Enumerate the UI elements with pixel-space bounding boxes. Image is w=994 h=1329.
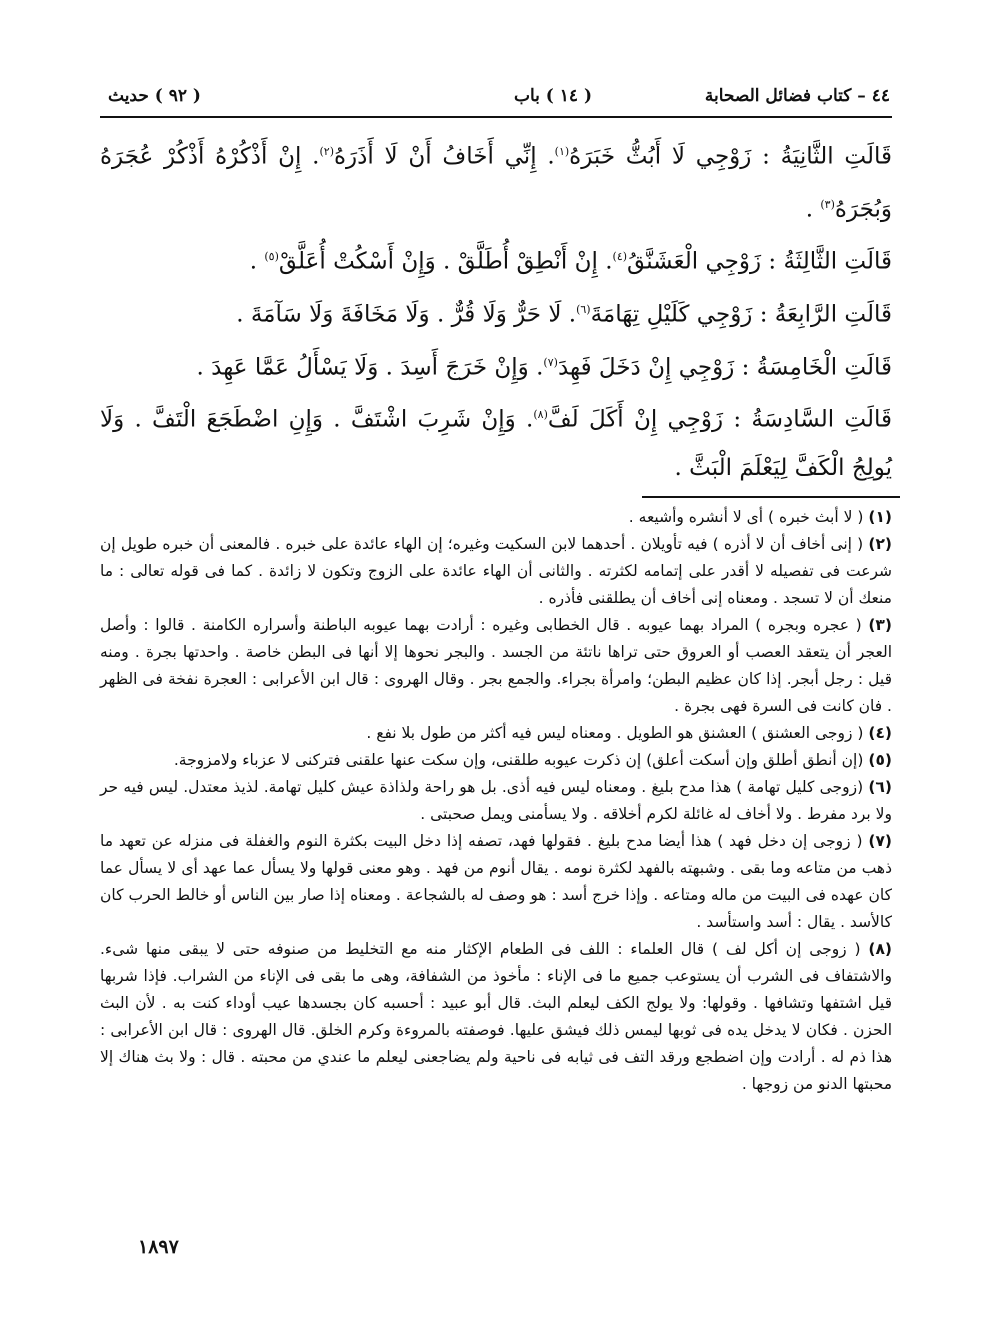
main-paragraph: قَالَتِ الرَّابِعَةُ : زَوْجِي كَلَيْلِ تِهَامَةَ$^{(٦)}$. لَا حَرٌّ وَلَا قُرٌّ . وَلَا مَخَافَةَ وَلَا سَآمَةَ . <box>236 301 892 328</box>
footnote-ref: (٧) <box>543 355 558 369</box>
main-paragraph: قَالَتِ الثَّانِيَةُ : زَوْجِي لَا أَبُثُّ خَبَرَهُ$^{(١)}$. إِنِّي أَخَافُ أَنْ لَا أَذَرَهُ$^{(٢)}$. إِنْ أَذْكُرْهُ أَذْكُرْ عُجَرَهُ وَبُجَرَهُ$^{(٣)}$ . <box>100 143 892 223</box>
chapter-number: ( ١٤ ) <box>545 86 592 106</box>
footnote: (٧) ( زوجى إن دخل فهد ) هذا أيضا مدح بليغ . فقولها فهد، تصفه إذا دخل البيت بكثرة النوم والغفلة فى منزله عن تعهد ما ذهب من متاعه وما بقى . وشبهته بالفهد لكثرة نومه . يقال أنوم من فهد . وهو معنى قولها ولا يسأل عما عهد أى لا يسأل عما كان عهده فى البيت من ماله ومتاعه . وإذا خرج أسد : هو وصف له بالشجاعة . ومعناه إذا صار بين الناس أو خالط الحرب كان كالأسد . يقال : أسد واستأسد . <box>100 831 892 931</box>
footnote: (٤) ( زوجى العشنق ) العشنق هو الطويل . ومعناه ليس فيه أكثر من طول بلا نفع . <box>366 723 892 742</box>
hadith-label <box>108 86 201 106</box>
main-text <box>100 128 892 492</box>
footnote: (١) ( لا أبث خبره ) أى لا أنشره وأشيعه . <box>628 507 892 526</box>
main-paragraph: قَالَتِ الْخَامِسَةُ : زَوْجِي إِنْ دَخَلَ فَهِدَ$^{(٧)}$. وَإِنْ خَرَجَ أَسِدَ . وَلَا يَسْأَلُ عَمَّا عَهِدَ . <box>196 354 892 381</box>
footnote: (٦) (زوجى كليل تهامة ) هذا مدح بليغ . ومعناه ليس فيه أذى. بل هو راحة ولذاذة عيش كليل تهامة. لذيذ معتدل. ليس فيه حر ولا برد مفرط . ولا أخاف له غائلة لكرم أخلاقه . ولا يسأمنى ويمل صحبتى . <box>100 777 892 823</box>
footnotes <box>100 504 892 1098</box>
book-title: ٤٤ – كتاب فضائل الصحابة <box>704 86 890 106</box>
footnote: (٣) ( عجره وبجره ) المراد بهما عيوبه . قال الخطابى وغيره : أرادت بهما عيوبه الباطنة وأسراره الكامنة . قالوا : وأصل العجر أن يتعقد العصب أو العروق حتى تراها ناتئة من الجسد . والبجر نحوها إلا أنها فى البطن خاصة . واحدتها بجرة . ومنه قيل : رجل أبجر. إذا كان عظيم البطن؛ وامرأة بجراء. والجمع بجر . وقال الهروى : قال ابن الأعرابى : العجرة نفخة فى الظهر . فان كانت فى السرة فهى بجرة . <box>100 615 892 715</box>
footnote: (٥) (إن أنطق أطلق وإن أسكت أعلق) إن ذكرت عيوبه طلقنى، وإن سكت عنها علقنى فتركنى لا عزباء ولامزوجة. <box>173 750 892 769</box>
page-number: ١٨٩٧ <box>138 1236 179 1258</box>
page <box>100 82 892 1098</box>
footnote: (٢) ( إنى أخاف أن لا أذره ) فيه تأويلان . أحدهما لابن السكيت وغيره؛ إن الهاء عائدة على خبره . فالمعنى أن خبره طويل إن شرعت فى تفصيله لا أقدر على إتمامه لكثرته . والثانى أن الهاء عائدة على الزوج وتكون لا زائدة . كما فى قوله تعالى : ما منعك أن لا تسجد . ومعناه إنى أخاف أن يطلقنى فأذره . <box>100 534 892 607</box>
main-paragraph: قَالَتِ السَّادِسَةُ : زَوْجِي إِنْ أَكَلَ لَفَّ$^{(٨)}$. وَإِنْ شَرِبَ اشْتَفَّ . وَإِنِ اضْطَجَعَ الْتَفَّ . وَلَا يُولِجُ الْكَفَّ لِيَعْلَمَ الْبَثَّ . <box>100 406 893 481</box>
chapter-word: باب <box>513 86 540 106</box>
footnote: (٨) ( زوجى إن أكل لف ) قال العلماء : اللف فى الطعام الإكثار منه مع التخليط من صنوفه حتى لا يبقى منها شىء. والاشتفاف فى الشرب أن يستوعب جميع ما فى الإناء : مأخوذ من الشفافة، وهى ما بقى فى الإناء من الشراب. فإذا شربها قيل اشتفها وتشافها . وقولها: ولا يولج الكف ليعلم البث. قال أبو عبيد : أحسبه كان بجسدها عيب أوداء كنت به . لأن البث الحزن . فكان لا يدخل يده فى ثوبها ليمس ذلك فيشق عليها. فوصفته بالمروءة وكرم الخلق. قال الهروى : قال ابن الأعرابى : هذا ذم له . أرادت وإن اضطجع ورقد التف فى ثيابه فى ناحية ولم يضاجعنى ليعلم ما عندي من محبته . قال : ولا بث هناك إلا محبتها الدنو من زوجها . <box>100 939 893 1093</box>
footnote-ref: (٦) <box>576 302 591 316</box>
running-header <box>100 82 892 118</box>
hadith-number: ( ٩٢ ) <box>154 86 201 106</box>
footnote-ref: (٢) <box>319 145 334 158</box>
footnote-ref: (٥) <box>264 250 279 264</box>
footnote-separator <box>642 496 900 498</box>
main-paragraph: قَالَتِ الثَّالِثَةُ : زَوْجِي الْعَشَنَّقُ$^{(٤)}$. إِنْ أَنْطِقْ أُطَلَّقْ . وَإِنْ أَسْكُتْ أُعَلَّقْ$^{(٥)}$ . <box>249 248 892 275</box>
footnote-ref: (٨) <box>533 408 548 422</box>
hadith-word: حديث <box>108 86 149 106</box>
footnote-ref: (٤) <box>612 250 628 264</box>
footnote-ref: (٣) <box>820 197 835 211</box>
footnote-ref: (١) <box>554 145 570 158</box>
chapter-label <box>514 86 592 106</box>
